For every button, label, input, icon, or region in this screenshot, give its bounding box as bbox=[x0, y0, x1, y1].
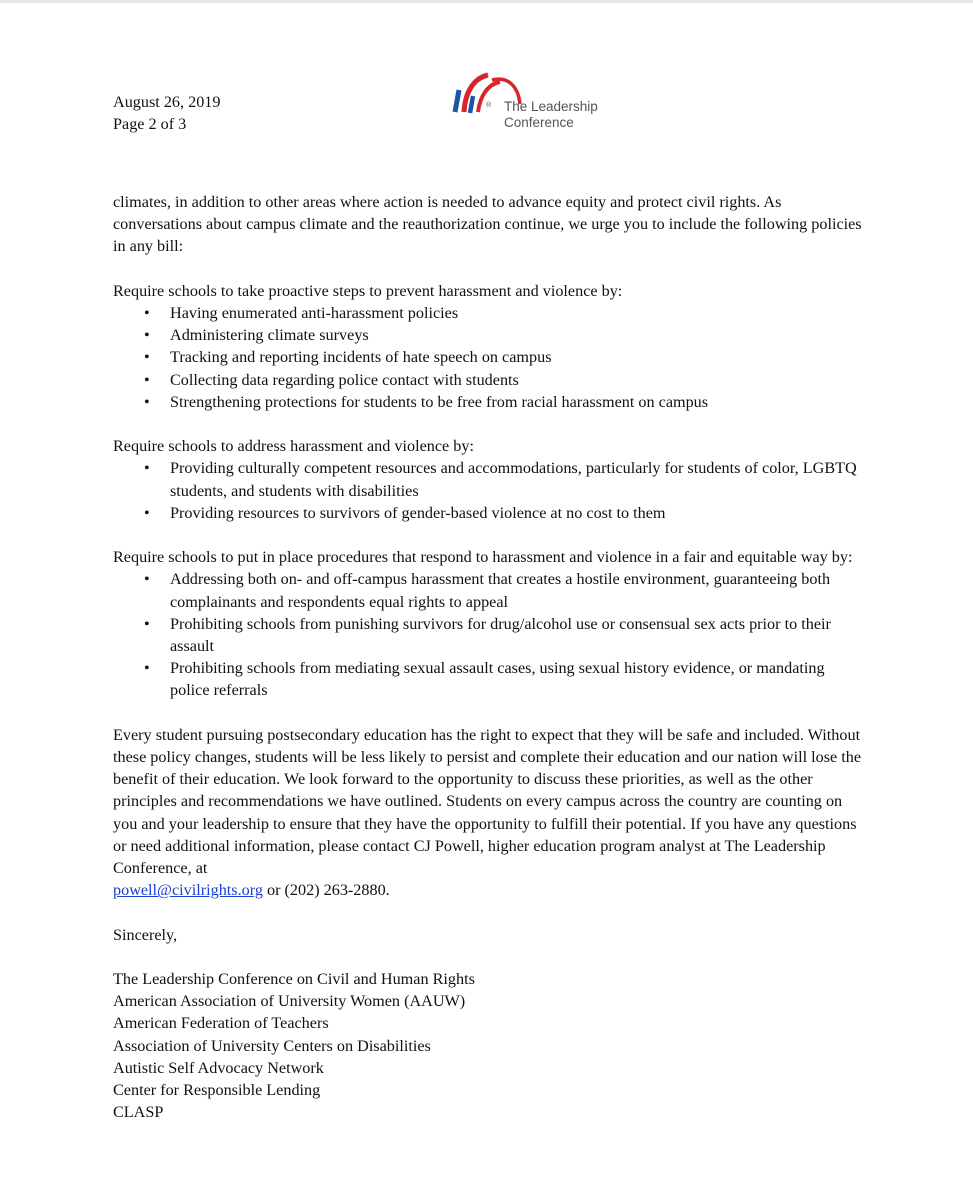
letter-body bbox=[113, 191, 865, 1123]
list-item: • Collecting data regarding police contact with students bbox=[170, 369, 865, 391]
signer-item: Center for Responsible Lending bbox=[113, 1081, 321, 1100]
bullet-icon: • bbox=[144, 570, 150, 589]
signoff: Sincerely, bbox=[113, 925, 178, 944]
bullet-icon: • bbox=[144, 659, 150, 678]
list-item: • Administering climate surveys bbox=[170, 324, 865, 346]
list-item: • Strengthening protections for students to be free from racial harassment on campus bbox=[170, 391, 865, 413]
signer-item: Association of University Centers on Disabilities bbox=[113, 1036, 431, 1055]
section-3-list bbox=[113, 568, 865, 701]
closing-paragraph: Every student pursuing postsecondary education has the right to expect that they will be safe and included. Without these policy changes, students will be less likely to persist and complete their education and our nation will lose the benefit of their education. We look forward to the opportunity to discuss these priorities, as well as the other principles and recommendations we have outlined. Students on every campus across the country are counting on you and your leadership to ensure that they have the opportunity to fulfill their potential. If you have any questions or need additional information, please contact CJ Powell, higher education program analyst at The Leadership Conference, at powell@civilrights.org or (202) 263-2880. bbox=[113, 725, 862, 900]
bullet-icon: • bbox=[144, 326, 150, 345]
leadership-conference-logo bbox=[452, 72, 612, 134]
list-item: • Prohibiting schools from punishing survivors for drug/alcohol use or consensual sex acts prior to their assault bbox=[144, 614, 831, 656]
letter-date: August 26, 2019 bbox=[113, 93, 221, 111]
page-number: Page 2 of 3 bbox=[113, 115, 187, 133]
section-1-lead: Require schools to take proactive steps to prevent harassment and violence by: bbox=[113, 281, 623, 300]
bullet-icon: • bbox=[144, 503, 150, 522]
list-item: • Providing culturally competent resources and accommodations, particularly for students of color, LGBTQ students, and students with disabilities bbox=[144, 459, 857, 500]
logo-line-2: Conference bbox=[504, 115, 574, 130]
bullet-icon: • bbox=[144, 370, 150, 389]
section-3-lead: Require schools to put in place procedures that respond to harassment and violence in a fair and equitable way by: bbox=[113, 548, 853, 567]
list-item: • Having enumerated anti-harassment policies bbox=[170, 302, 865, 324]
bullet-icon: • bbox=[144, 459, 150, 478]
logo-wordmark bbox=[504, 99, 598, 131]
list-item: • Prohibiting schools from mediating sexual assault cases, using sexual history evidence, or mandating police referrals bbox=[144, 659, 825, 700]
contact-phone: or (202) 263-2880. bbox=[262, 881, 390, 900]
signer-item: CLASP bbox=[113, 1103, 164, 1122]
signer-item: The Leadership Conference on Civil and Human Rights bbox=[113, 970, 475, 989]
page-top-edge bbox=[0, 0, 973, 3]
contact-email-link[interactable]: powell@civilrights.org bbox=[113, 881, 263, 900]
signers-list bbox=[113, 968, 865, 1123]
bullet-icon: • bbox=[144, 348, 150, 367]
intro-paragraph: climates, in addition to other areas where action is needed to advance equity and protect civil rights. As conversations about campus climate and the reauthorization continue, we urge you to include the following policies in any bill: bbox=[113, 193, 862, 256]
logo-line-1: The Leadership bbox=[504, 99, 598, 114]
signer-item: American Association of University Women (AAUW) bbox=[113, 992, 466, 1011]
logo-registered-mark: ® bbox=[486, 102, 492, 109]
bullet-icon: • bbox=[144, 392, 150, 411]
signer-item: Autistic Self Advocacy Network bbox=[113, 1058, 324, 1077]
list-item: • Tracking and reporting incidents of hate speech on campus bbox=[170, 346, 865, 368]
list-item: • Providing resources to survivors of gender-based violence at no cost to them bbox=[170, 502, 865, 524]
section-2-list bbox=[113, 457, 865, 524]
bullet-icon: • bbox=[144, 304, 150, 322]
signer-item: American Federation of Teachers bbox=[113, 1014, 329, 1033]
letter-header-meta bbox=[113, 91, 220, 135]
bullet-icon: • bbox=[144, 614, 150, 633]
section-1-list bbox=[113, 302, 865, 413]
section-2-lead: Require schools to address harassment and violence by: bbox=[113, 437, 474, 456]
list-item: • Addressing both on- and off-campus harassment that creates a hostile environment, guaranteeing both complainants and respondents equal rights to appeal bbox=[144, 570, 831, 611]
